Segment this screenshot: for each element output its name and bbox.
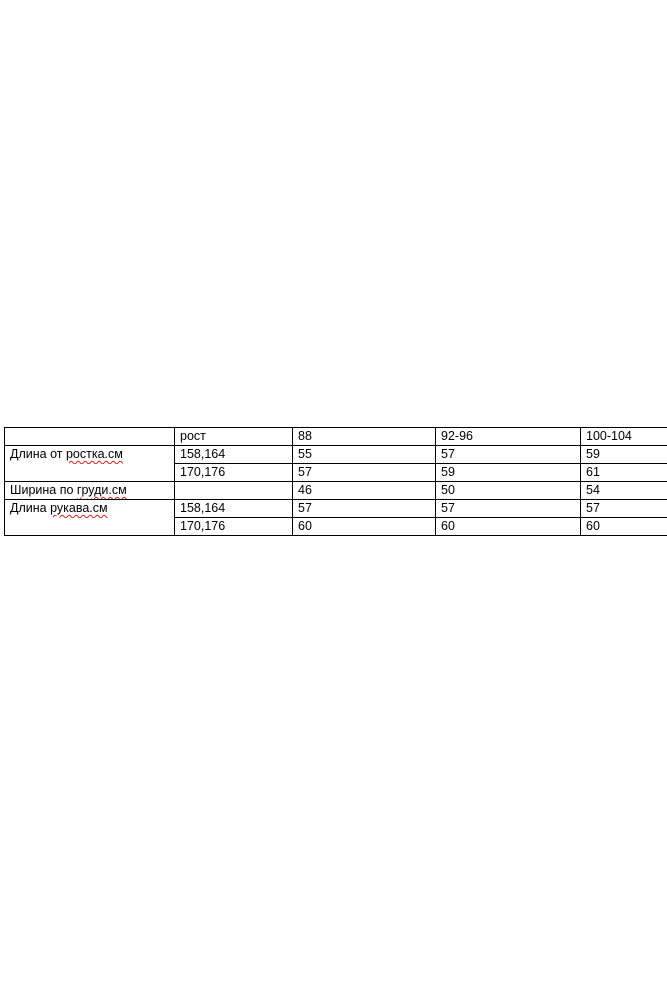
row-label-sleeve-length: Длина рукава.см — [5, 500, 175, 518]
height-cell: 170,176 — [175, 464, 293, 482]
value-cell: 46 — [293, 482, 436, 500]
value-cell: 60 — [436, 518, 581, 536]
table-row — [5, 518, 667, 536]
header-cell-height: рост — [175, 428, 293, 446]
row-label-empty — [5, 518, 175, 536]
value-cell: 57 — [436, 446, 581, 464]
header-cell-size-88: 88 — [293, 428, 436, 446]
size-table — [4, 427, 667, 536]
table-row — [5, 446, 667, 464]
height-cell: 158,164 — [175, 500, 293, 518]
height-cell: 170,176 — [175, 518, 293, 536]
table-row — [5, 482, 667, 500]
row-label-chest-width: Ширина по груди.см — [5, 482, 175, 500]
table-header-row — [5, 428, 667, 446]
row-label-empty — [5, 464, 175, 482]
header-cell-empty — [5, 428, 175, 446]
header-cell-size-92-96: 92-96 — [436, 428, 581, 446]
header-cell-size-100-104: 100-104 — [581, 428, 667, 446]
value-cell: 57 — [293, 500, 436, 518]
value-cell: 60 — [293, 518, 436, 536]
height-cell — [175, 482, 293, 500]
value-cell: 59 — [581, 446, 667, 464]
value-cell: 57 — [436, 500, 581, 518]
row-label-length: Длина от ростка.см — [5, 446, 175, 464]
height-cell: 158,164 — [175, 446, 293, 464]
value-cell: 60 — [581, 518, 667, 536]
value-cell: 50 — [436, 482, 581, 500]
value-cell: 54 — [581, 482, 667, 500]
table-row — [5, 464, 667, 482]
value-cell: 57 — [293, 464, 436, 482]
value-cell: 57 — [581, 500, 667, 518]
value-cell: 55 — [293, 446, 436, 464]
value-cell: 59 — [436, 464, 581, 482]
value-cell: 61 — [581, 464, 667, 482]
table-row — [5, 500, 667, 518]
